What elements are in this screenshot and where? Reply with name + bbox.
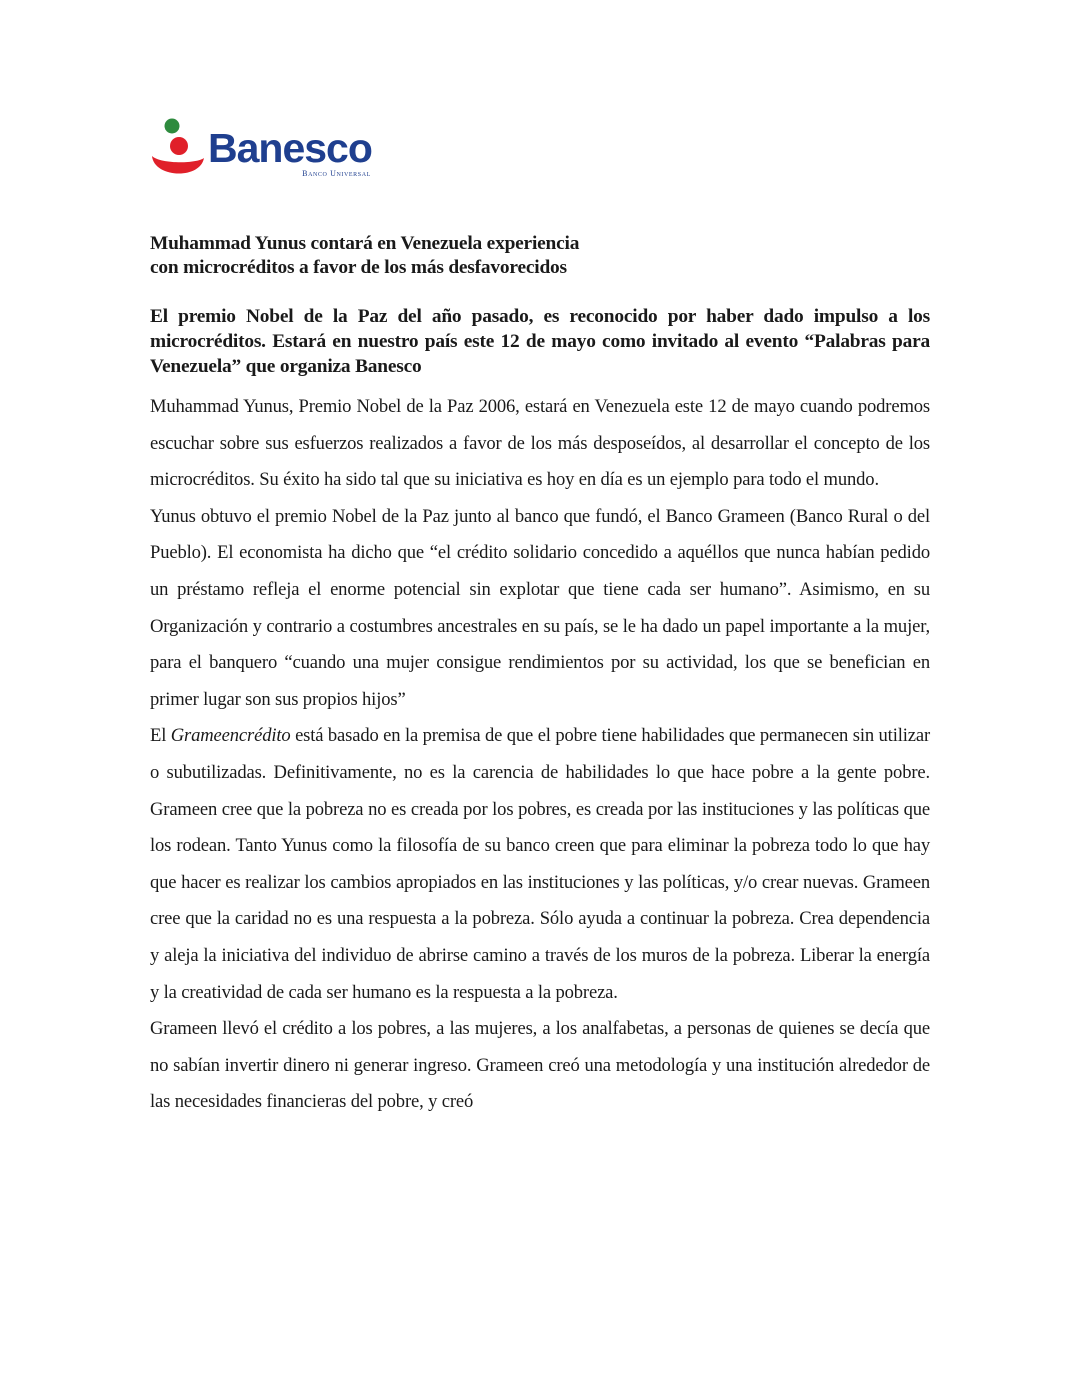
paragraph-3 — [150, 718, 930, 1011]
paragraph-4: Grameen llevó el crédito a los pobres, a las mujeres, a los analfabetas, a personas de quienes se decía que no sabían invertir dinero ni generar ingreso. Grameen creó una metodología y una institución alrededor de las necesidades financieras del pobre, y creó — [150, 1018, 930, 1113]
banesco-logo — [150, 118, 930, 184]
paragraph-3-text: está basado en la premisa de que el pobre tiene habilidades que permanecen sin utilizar o subutilizadas. Definitivamente, no es la carencia de habilidades lo que hace pobre a la gente pobre. Grameen cree que la pobreza no es creada por los pobres, es creada por las instituciones y las políticas que los rodean. Tanto Yunus como la filosofía de su banco creen que para eliminar la pobreza todo lo que hay que hacer es realizar los cambios apropiados en las instituciones y las políticas, y/o crear nuevas. Grameen cree que la caridad no es una respuesta a la pobreza. Sólo ayuda a continuar la pobreza. Crea dependencia y aleja la iniciativa del individuo de abrirse camino a través de los muros de la pobreza. Liberar la energía y la creatividad de cada ser humano es la respuesta a la pobreza. — [150, 725, 930, 1003]
article-subheading: El premio Nobel de la Paz del año pasado, es reconocido por haber dado impulso a los microcréditos. Estará en nuestro país este 12 de mayo como invitado al evento “Palabras para Venezuela” que organiza Banesco — [150, 306, 930, 377]
logo-tagline: Banco Universal — [302, 169, 371, 178]
paragraph-1: Muhammad Yunus, Premio Nobel de la Paz 2006, estará en Venezuela este 12 de mayo cuando podremos escuchar sobre sus esfuerzos realizados a favor de los más desposeídos, al desarrollar el concepto de los microcréditos. Su éxito ha sido tal que su iniciativa es hoy en día es un ejemplo para todo el mundo. — [150, 396, 930, 491]
document-page — [150, 118, 930, 1121]
logo-text — [208, 125, 372, 178]
banesco-symbol-icon — [150, 118, 206, 180]
headline-line-2: con microcréditos a favor de los más desfavorecidos — [150, 257, 567, 278]
paragraph-3-lead: El — [150, 725, 171, 747]
grameencredito-term: Grameencrédito — [170, 725, 291, 747]
logo-wordmark: Banesco — [208, 125, 372, 171]
headline-line-1: Muhammad Yunus contará en Venezuela experiencia — [150, 233, 580, 254]
article-body — [150, 389, 930, 1121]
paragraph-2: Yunus obtuvo el premio Nobel de la Paz junto al banco que fundó, el Banco Grameen (Banco Rural o del Pueblo). El economista ha dicho que “el crédito solidario concedido a aquéllos que nunca habían pedido un préstamo refleja el enorme potencial sin explotar que tiene cada ser humano”. Asimismo, en su Organización y contrario a costumbres ancestrales en su país, se le ha dado un papel importante a la mujer, para el banquero “cuando una mujer consigue rendimientos por su actividad, los que se benefician en primer lugar son sus propios hijos” — [150, 505, 930, 710]
article-headline — [150, 232, 930, 280]
